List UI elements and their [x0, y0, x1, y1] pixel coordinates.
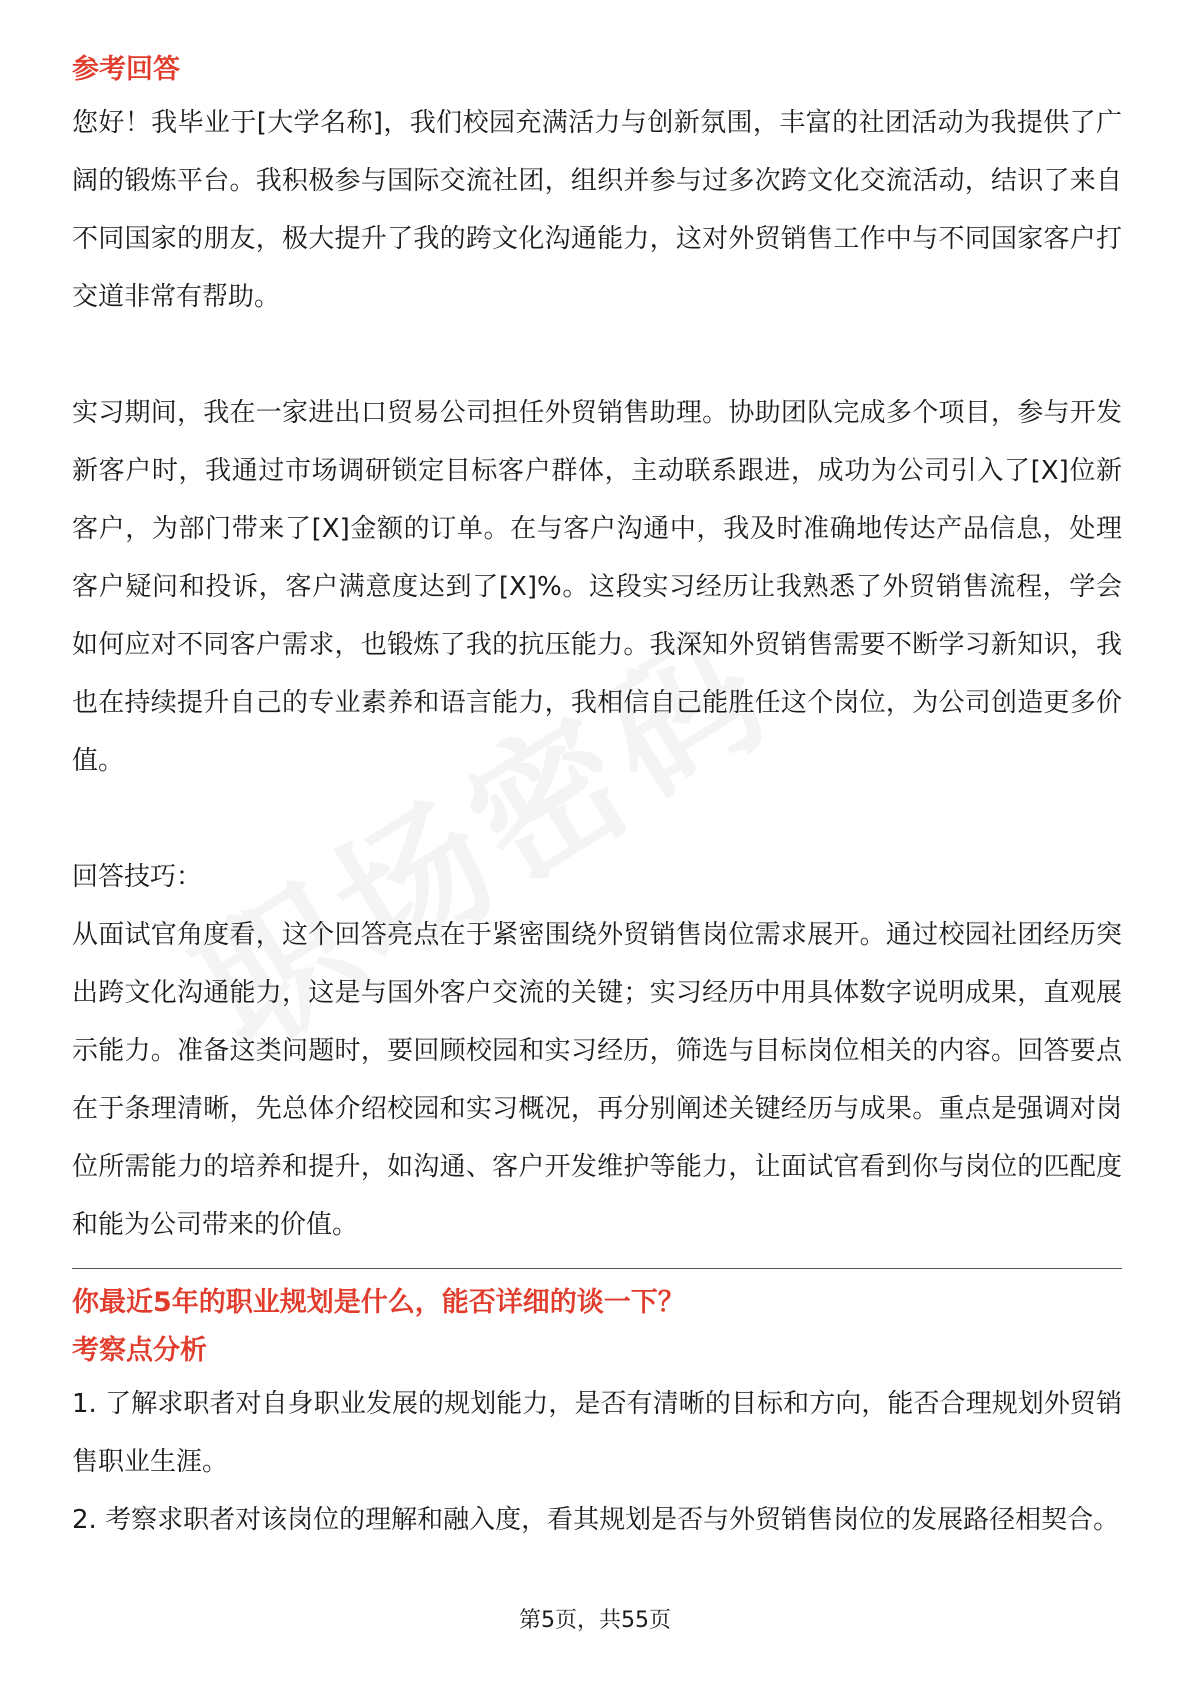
question-title: 你最近5年的职业规划是什么，能否详细的谈一下？ [72, 1287, 685, 1318]
analysis-heading: 考察点分析 [72, 1335, 207, 1366]
page-number: 第5页，共55页 [519, 1608, 671, 1633]
spacer [72, 790, 1122, 848]
section-divider [72, 1268, 1122, 1269]
answer-heading: 参考回答 [72, 54, 180, 85]
tips-label: 回答技巧： [72, 862, 203, 892]
page-content [72, 46, 1122, 1549]
spacer [72, 326, 1122, 384]
answer-paragraph-1: 您好！我毕业于[大学名称]，我们校园充满活力与创新氛围，丰富的社团活动为我提供了广阔的锻炼平台。我积极参与国际交流社团，组织并参与过多次跨文化交流活动，结识了来自不同国家的朋友，极大提升了我的跨文化沟通能力，这对外贸销售工作中与不同国家客户打交道非常有帮助。 [72, 108, 1122, 312]
tips-paragraph: 从面试官角度看，这个回答亮点在于紧密围绕外贸销售岗位需求展开。通过校园社团经历突出跨文化沟通能力，这是与国外客户交流的关键；实习经历中用具体数字说明成果，直观展示能力。准备这类问题时，要回顾校园和实习经历，筛选与目标岗位相关的内容。回答要点在于条理清晰，先总体介绍校园和实习概况，再分别阐述关键经历与成果。重点是强调对岗位所需能力的培养和提升，如沟通、客户开发维护等能力，让面试官看到你与岗位的匹配度和能为公司带来的价值。 [72, 920, 1122, 1240]
answer-paragraph-2: 实习期间，我在一家进出口贸易公司担任外贸销售助理。协助团队完成多个项目，参与开发新客户时，我通过市场调研锁定目标客户群体，主动联系跟进，成功为公司引入了[X]位新客户，为部门带来了[X]金额的订单。在与客户沟通中，我及时准确地传达产品信息，处理客户疑问和投诉，客户满意度达到了[X]%。这段实习经历让我熟悉了外贸销售流程，学会如何应对不同客户需求，也锻炼了我的抗压能力。我深知外贸销售需要不断学习新知识，我也在持续提升自己的专业素养和语言能力，我相信自己能胜任这个岗位，为公司创造更多价值。 [72, 398, 1122, 776]
analysis-item-2: 2. 考察求职者对该岗位的理解和融入度，看其规划是否与外贸销售岗位的发展路径相契合。 [72, 1505, 1120, 1535]
analysis-item-1: 1. 了解求职者对自身职业发展的规划能力，是否有清晰的目标和方向，能否合理规划外贸销售职业生涯。 [72, 1389, 1122, 1477]
